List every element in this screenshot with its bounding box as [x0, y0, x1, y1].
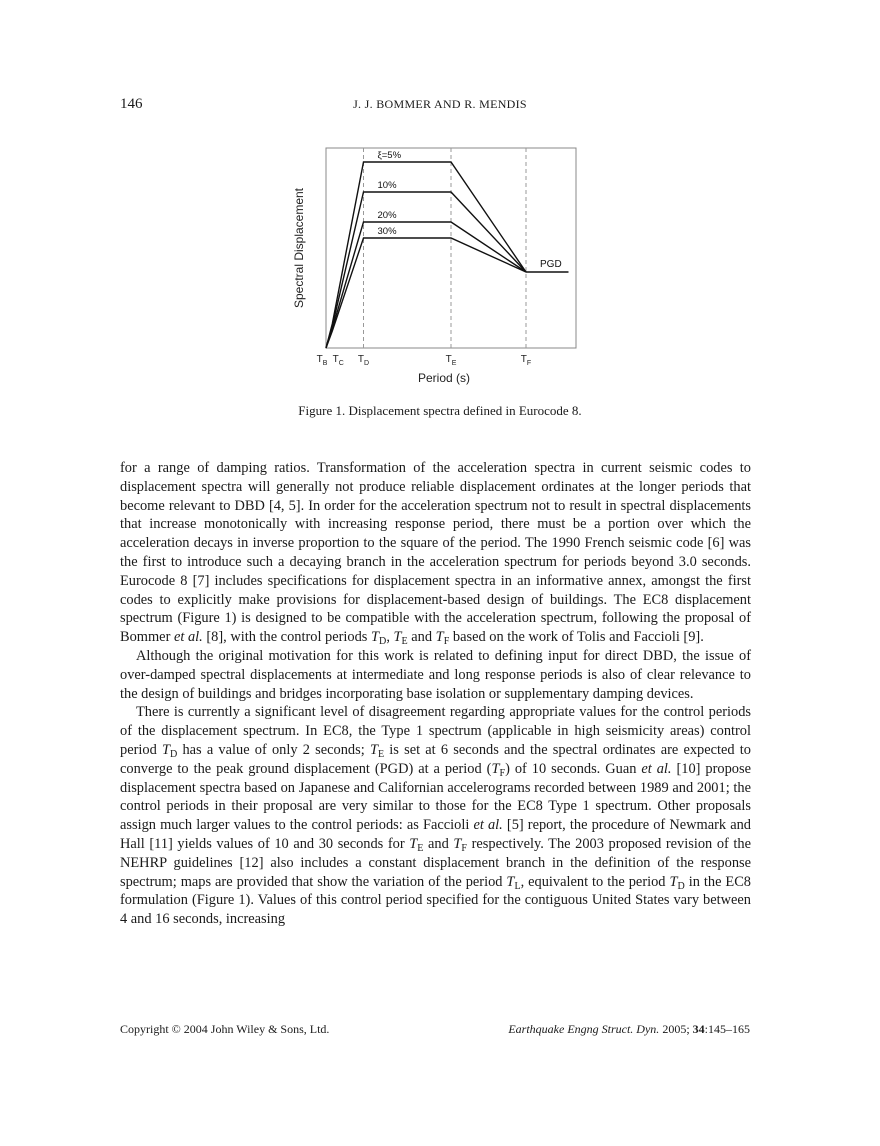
- y-axis-label: Spectral Displacement: [292, 187, 306, 309]
- journal-citation: Earthquake Engng Struct. Dyn. 2005; 34:145–165: [508, 1022, 750, 1036]
- series-label: 10%: [377, 180, 397, 191]
- page-header: [120, 96, 760, 116]
- running-head: J. J. BOMMER AND R. MENDIS: [353, 97, 527, 111]
- series-label: 30%: [377, 226, 397, 237]
- paragraph-1: for a range of damping ratios. Transformation of the acceleration spectra in current seismic codes to displacement spectra will generally not produce reliable displacement ordinates at the longer periods that become relevant to DBD [4, 5]. In order for the acceleration spectrum not to result in spectral displacements that increase monotonically with increasing response period, there must be a portion over which the acceleration decays in inverse proportion to the square of the period. The 1990 French seismic code [6] was the first to introduce such a decaying branch in the acceleration spectrum for periods beyond 3.0 seconds. Eurocode 8 [7] includes specifications for displacement spectra in an informative annex, amongst the first codes to explicitly make provisions for displacement-based design of buildings. The EC8 displacement spectrum (Figure 1) is designed to be compatible with the acceleration spectrum, following the proposal of Bommer et al. [8], with the control periods $T_D$, $T_E$ and $T_F$ based on the work of Tolis and Faccioli [9].: [120, 460, 751, 648]
- body-text: [120, 459, 751, 929]
- figure-1: [286, 140, 586, 390]
- figure-caption: Figure 1. Displacement spectra defined in Eurocode 8.: [298, 403, 582, 418]
- displacement-spectra-chart: [286, 140, 586, 390]
- x-tick-label: $T_B$: [316, 354, 328, 367]
- spectrum-line-1: [326, 162, 526, 348]
- page-number: 146: [120, 96, 143, 112]
- paragraph-3: There is currently a significant level of disagreement regarding appropriate values for the control periods of the displacement spectrum. In EC8, the Type 1 spectrum (applicable in high seismicity areas) control period $T_D$ has a value of only 2 seconds; $T_E$ is set at 6 seconds and the spectral ordinates are expected to converge to the peak ground displacement (PGD) at a period $(T_F)$ of 10 seconds. Guan et al. [10] propose displacement spectra based on Japanese and Californian accelerograms recorded between 1989 and 2001; the control periods in their proposal are very similar to those for the EC8 Type 1 spectrum. Other proposals assign much larger values to the control periods: as Faccioli et al. [5] report, the procedure of Newmark and Hall [11] yields values of 10 and 30 seconds for $T_E$ and $T_F$ respectively. The 2003 proposed revision of the NEHRP guidelines [12] also includes a constant displacement branch in the definition of the response spectrum; maps are provided that show the variation of the period $T_L$, equivalent to the period $T_D$ in the EC8 formulation (Figure 1). Values of this control period specified for the contiguous United States vary between 4 and 16 seconds, increasing: [120, 704, 752, 928]
- series-label: ξ=5%: [377, 150, 402, 161]
- x-axis-label: Period (s): [417, 371, 471, 385]
- pgd-label: PGD: [540, 259, 562, 270]
- paragraph-2: Although the original motivation for this work is related to defining input for direct DBD, the issue of over-damped spectral displacements at intermediate and long response periods is also of clear relevance to the design of buildings and bridges incorporating base isolation or supplementary damping devices.: [120, 647, 751, 702]
- x-tick-label: $T_C$: [332, 354, 344, 367]
- spectrum-line-4: [326, 238, 526, 348]
- series-label: 20%: [377, 210, 397, 221]
- spectrum-line-2: [326, 192, 526, 348]
- x-tick-label: $T_F$: [520, 354, 532, 367]
- copyright: Copyright © 2004 John Wiley & Sons, Ltd.: [120, 1022, 330, 1036]
- x-tick-label: $T_E$: [445, 354, 457, 367]
- x-tick-label: $T_D$: [357, 354, 370, 367]
